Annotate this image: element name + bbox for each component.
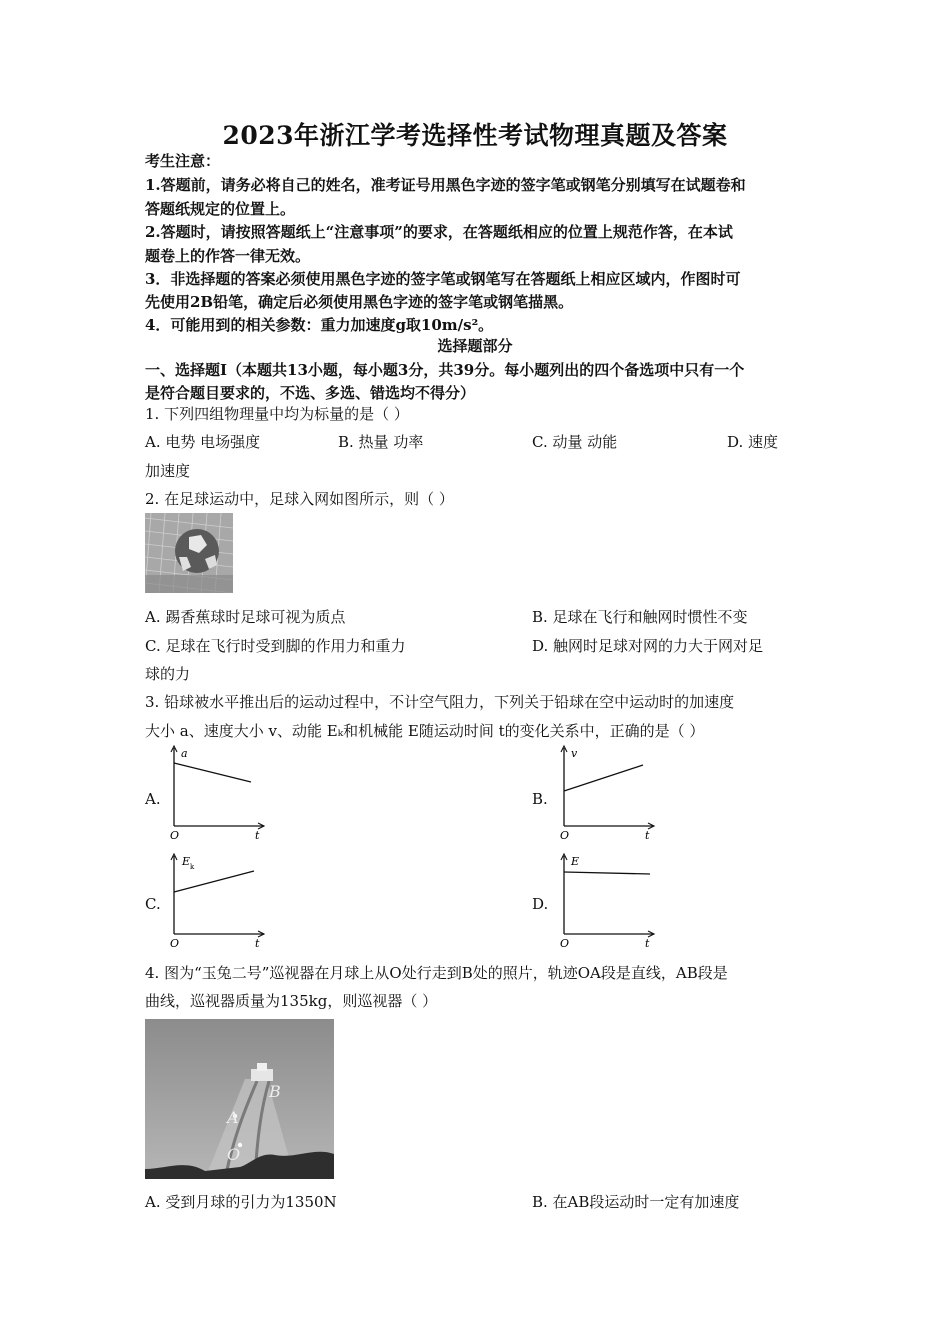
notice-line: 题卷上的作答一律无效。	[145, 247, 311, 265]
section-intro: 一、选择题Ⅰ（本题共13小题，每小题3分，共39分。每小题列出的四个备选项中只有一个	[145, 361, 745, 379]
notice-line: 2.答题时，请按照答题纸上“注意事项”的要求，在答题纸相应的位置上规范作答，在本试	[145, 223, 733, 241]
graph-a-origin: O	[170, 829, 180, 842]
q1-option-c: C. 动量 动能	[532, 433, 618, 451]
q4-stem-line1: 4. 图为“玉兔二号”巡视器在月球上从O处行走到B处的照片，轨迹OA段是直线，AB段是	[145, 964, 728, 982]
q3-option-c-label: C.	[145, 895, 161, 913]
graph-d-tlabel: t	[645, 937, 650, 950]
notice-line: 1.答题前，请务必将自己的姓名，准考证号用黑色字迹的签字笔或钢笔分别填写在试题卷和	[145, 176, 746, 194]
q3-graph-a	[164, 742, 274, 842]
q4-option-a: A. 受到月球的引力为1350N	[145, 1193, 337, 1211]
graph-d-line	[564, 872, 650, 874]
q2-option-b: B. 足球在飞行和触网时惯性不变	[532, 608, 748, 626]
section-title: 选择题部分	[437, 337, 513, 355]
graph-c-ylabel: E	[182, 855, 191, 868]
graph-d-origin: O	[560, 937, 570, 950]
section-intro: 是符合题目要求的，不选、多选、错选均不得分）	[145, 384, 476, 402]
page-title: 2023年浙江学考选择性考试物理真题及答案	[222, 121, 728, 150]
photo-label-o: O	[227, 1145, 241, 1164]
graph-c-origin: O	[170, 937, 180, 950]
notice-heading: 考生注意：	[145, 152, 221, 170]
q1-option-d: D. 速度	[727, 433, 779, 451]
graph-a-line	[174, 763, 251, 782]
q1-option-b: B. 热量 功率	[338, 433, 424, 451]
graph-b-line	[564, 765, 643, 791]
graph-b-tlabel: t	[645, 829, 650, 842]
graph-a-tlabel: t	[255, 829, 260, 842]
q3-option-b-label: B.	[532, 790, 548, 808]
graph-c-line	[174, 871, 254, 892]
photo-label-b: B	[269, 1082, 281, 1101]
q1-option-a: A. 电势 电场强度	[145, 433, 261, 451]
soccer-net-photo	[145, 513, 233, 593]
q2-option-d-cont: 球的力	[145, 665, 191, 683]
notice-line: 答题纸规定的位置上。	[145, 200, 296, 218]
q3-option-d-label: D.	[532, 895, 549, 913]
q3-graph-d	[554, 850, 664, 950]
q3-graph-c	[164, 850, 274, 950]
q4-stem-line2: 曲线，巡视器质量为135kg，则巡视器（ ）	[145, 992, 438, 1010]
graph-b-origin: O	[560, 829, 570, 842]
q2-stem: 2. 在足球运动中，足球入网如图所示，则（ ）	[145, 490, 454, 508]
graph-d-ylabel: E	[571, 855, 580, 868]
q3-graph-b	[554, 742, 664, 842]
photo-label-a: A	[227, 1108, 239, 1127]
q3-stem-line1: 3. 铅球被水平推出后的运动过程中，不计空气阻力，下列关于铅球在空中运动时的加速度	[145, 693, 735, 711]
graph-a-ylabel: a	[181, 747, 188, 760]
q4-option-b: B. 在AB段运动时一定有加速度	[532, 1193, 740, 1211]
notice-line: 3．非选择题的答案必须使用黑色字迹的签字笔或钢笔写在答题纸上相应区域内，作图时可	[145, 270, 741, 288]
q2-option-a: A. 踢香蕉球时足球可视为质点	[145, 608, 346, 626]
notice-line: 4．可能用到的相关参数：重力加速度g取10m/s²。	[145, 316, 494, 334]
q1-option-d-cont: 加速度	[145, 462, 191, 480]
graph-c-tlabel: t	[255, 937, 260, 950]
q3-option-a-label: A.	[145, 790, 161, 808]
q2-option-c: C. 足球在飞行时受到脚的作用力和重力	[145, 637, 406, 655]
graph-b-ylabel: v	[571, 747, 578, 760]
q3-stem-line2: 大小 a、速度大小 v、动能 Eₖ和机械能 E随运动时间 t的变化关系中，正确的是（ ）	[145, 722, 705, 740]
q2-option-d: D. 触网时足球对网的力大于网对足	[532, 637, 764, 655]
yutu-rover-photo	[145, 1019, 334, 1179]
notice-line: 先使用2B铅笔，确定后必须使用黑色字迹的签字笔或钢笔描黑。	[145, 293, 574, 311]
graph-c-ylabel-sub: k	[190, 863, 195, 871]
q1-stem: 1. 下列四组物理量中均为标量的是（ ）	[145, 405, 409, 423]
